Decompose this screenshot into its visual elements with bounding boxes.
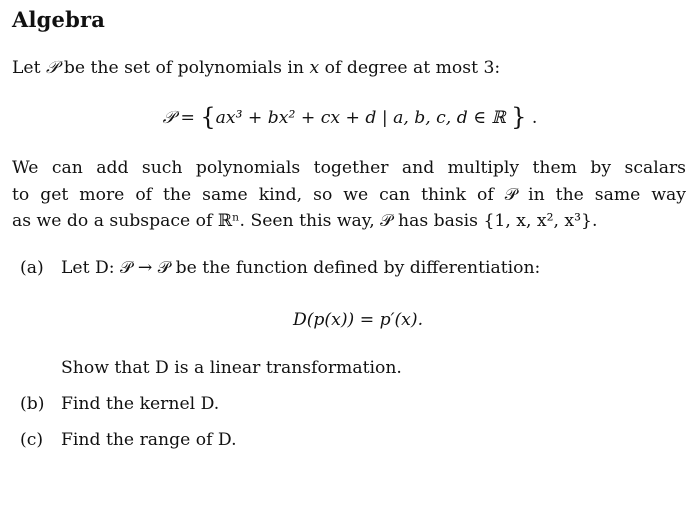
- part-c-label: (c): [20, 430, 44, 450]
- intro-text-3: of degree at most 3:: [324, 58, 501, 78]
- intro-text-1: Let: [12, 58, 41, 78]
- paragraph-line-3: [12, 211, 597, 231]
- paragraph-line-3-text: as we do a subspace of ℝⁿ. Seen this way, 𝒫 has basis: [12, 211, 479, 231]
- set-definition-lhs: 𝒫 =: [162, 108, 195, 128]
- paragraph-line-2: to get more of the same kind, so we can think of 𝒫 in the same way: [12, 185, 686, 205]
- part-a-text: Let D: 𝒫 → 𝒫 be the function defined by differentiation:: [61, 258, 541, 278]
- set-definition-end: .: [531, 108, 538, 128]
- intro-set-symbol: 𝒫: [45, 58, 59, 78]
- part-c-text: Find the range of D.: [61, 430, 237, 450]
- intro-text-2: be the set of polynomials in: [63, 58, 304, 78]
- set-definition: [0, 103, 700, 131]
- set-close-brace: }: [511, 103, 527, 131]
- paragraph-line-3-end: .: [591, 211, 598, 231]
- basis-set: {1, x, x², x³}: [483, 211, 592, 231]
- section-title: Algebra: [12, 7, 106, 32]
- part-b-label: (b): [20, 394, 45, 414]
- derivative-equation-text: D(p(x)) = p′(x).: [292, 310, 424, 330]
- part-b-text: Find the kernel D.: [61, 394, 220, 414]
- part-a-show: Show that D is a linear transformation.: [61, 358, 402, 378]
- intro-sentence: [12, 58, 500, 78]
- paragraph-line-1: We can add such polynomials together and multiply them by scalars: [12, 158, 686, 178]
- part-a-label: (a): [20, 258, 44, 278]
- derivative-equation: [8, 310, 700, 330]
- set-definition-body: ax³ + bx² + cx + d | a, b, c, d ∈ ℝ: [215, 108, 506, 128]
- intro-variable: x: [309, 58, 320, 78]
- set-open-brace: {: [200, 103, 216, 131]
